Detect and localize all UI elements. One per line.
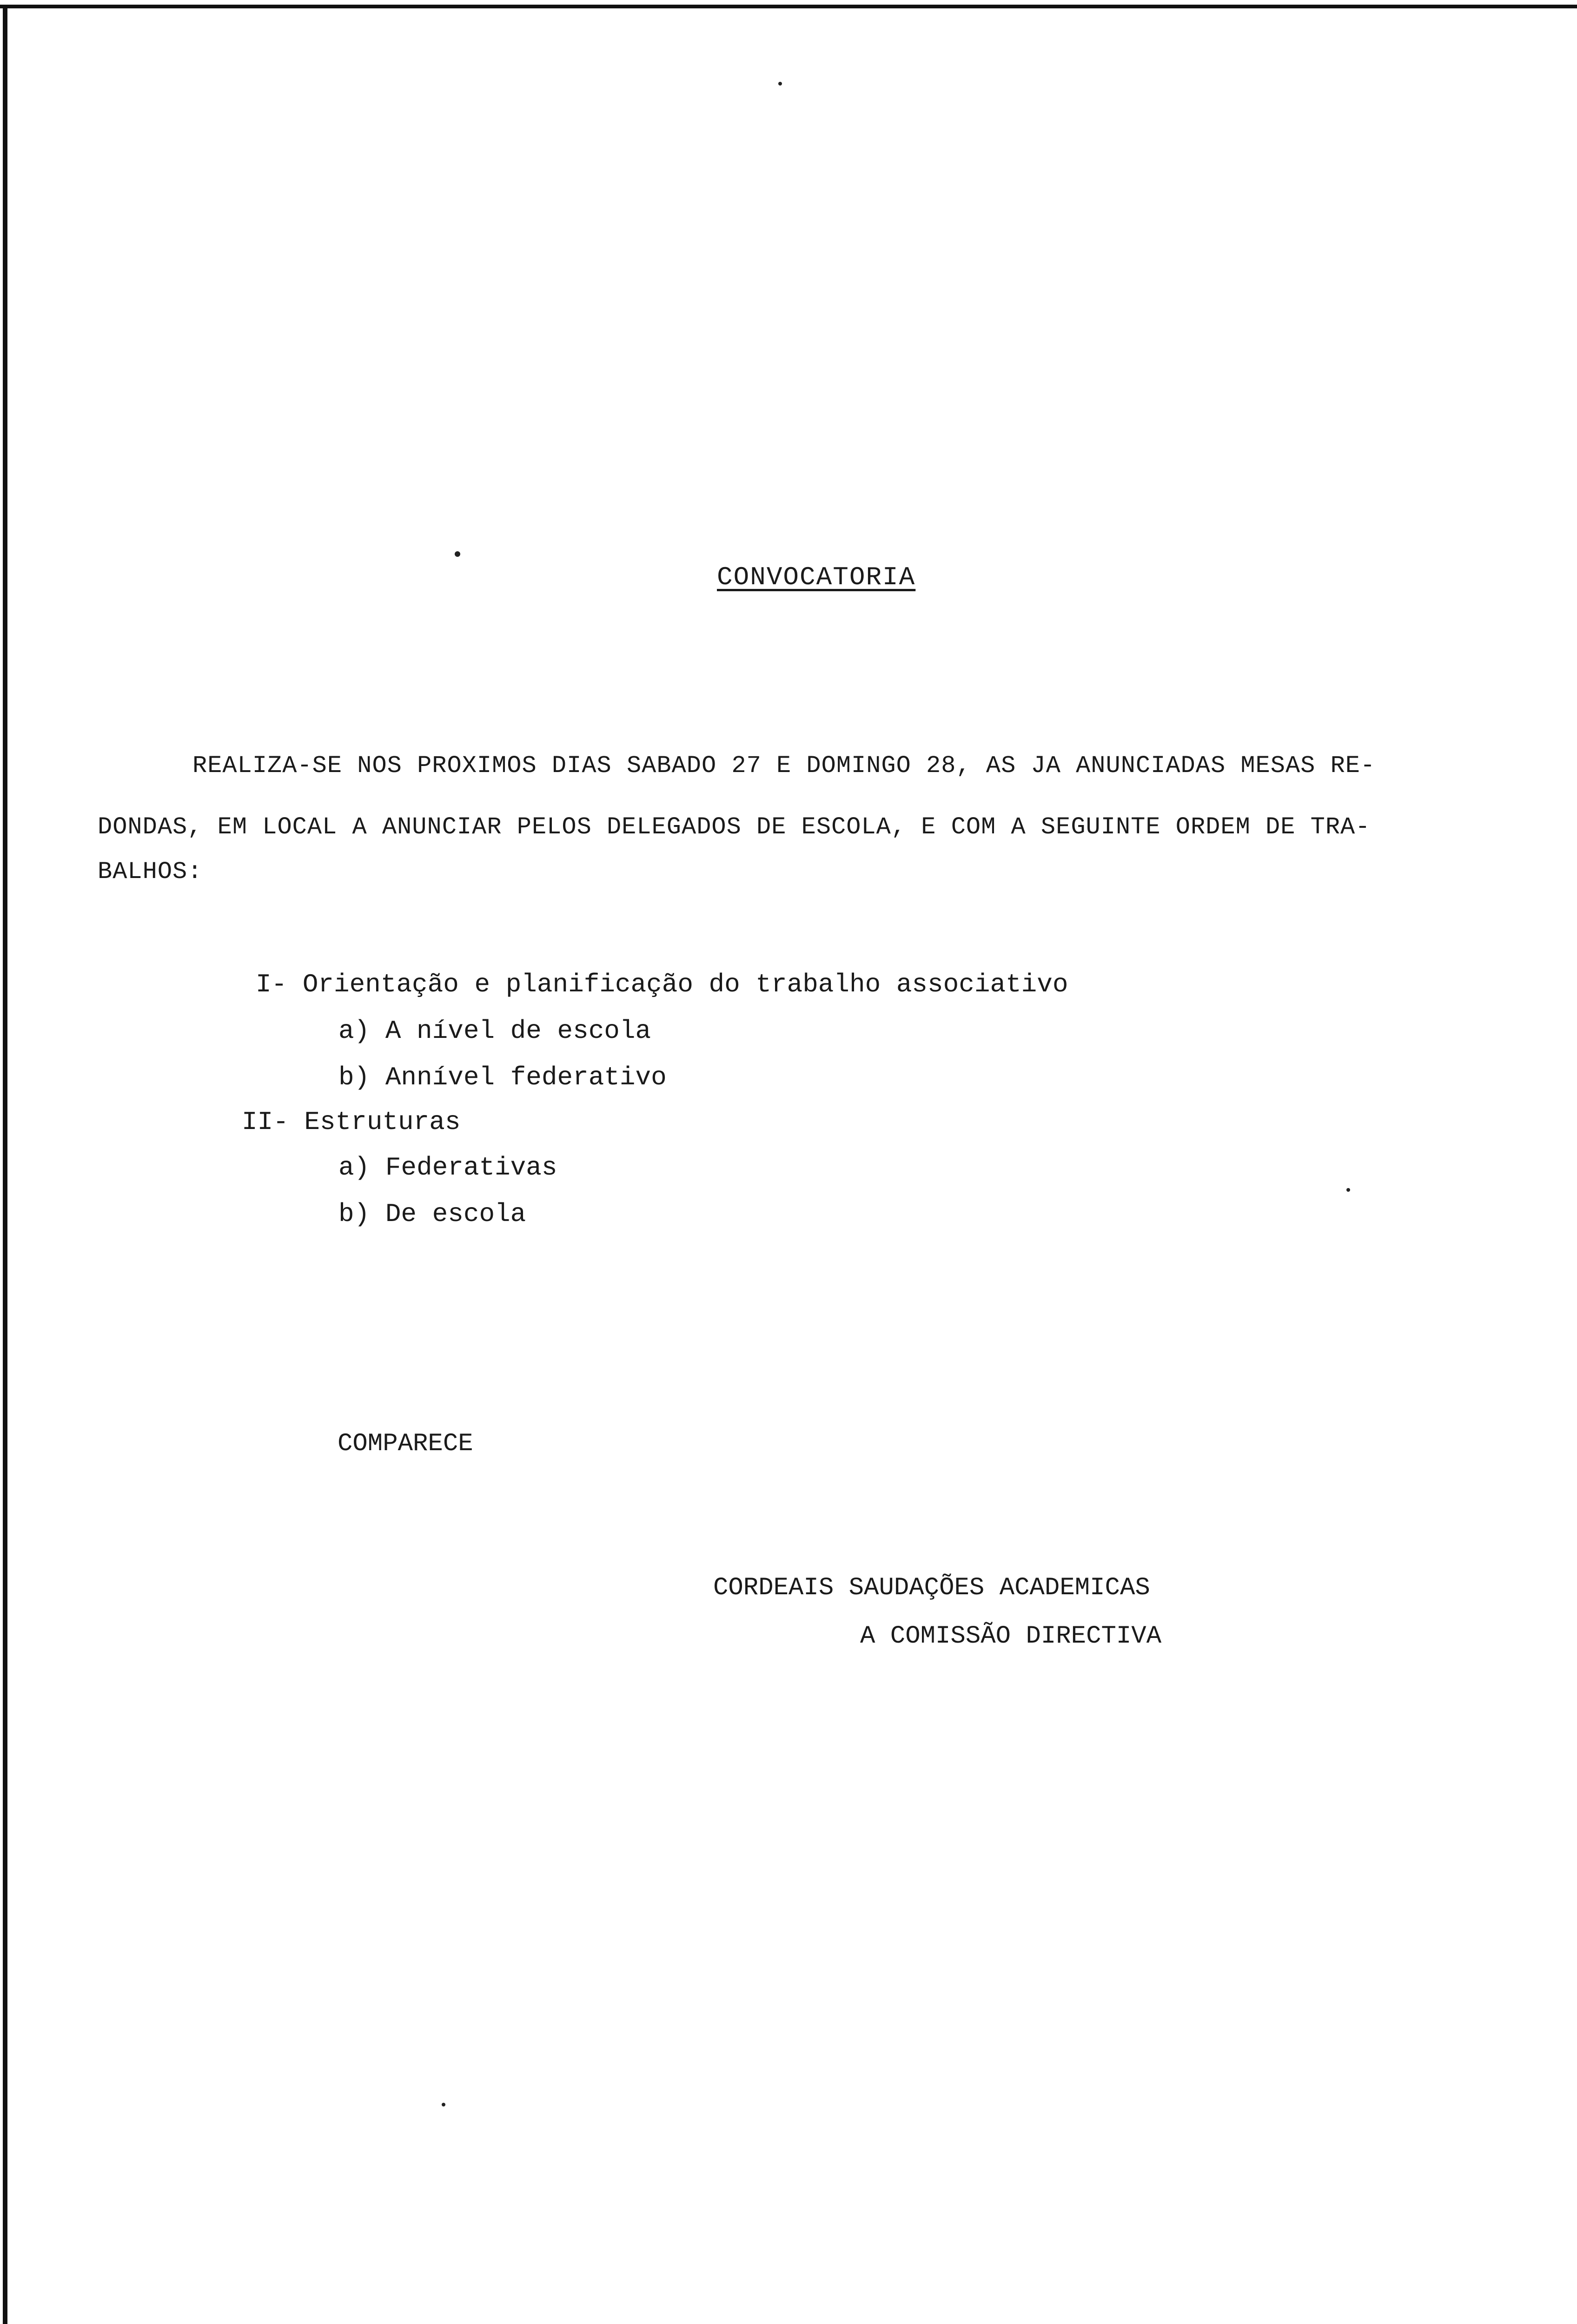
paragraph-line: BALHOS: [98,858,203,885]
paragraph-line: REALIZA-SE NOS PROXIMOS DIAS SABADO 27 E DOMINGO 28, AS JA ANUNCIADAS MESAS RE- [192,752,1376,779]
agenda-subitem: b) Annível federativo [338,1063,667,1092]
agenda-item: II- Estruturas [242,1107,461,1137]
speck-mark [455,551,460,557]
call-to-attend: COMPARECE [338,1430,473,1458]
scan-border-left [3,5,7,2324]
paragraph-line: DONDAS, EM LOCAL A ANUNCIAR PELOS DELEGADOS DE ESCOLA, E COM A SEGUINTE ORDEM DE TRA- [98,813,1371,841]
signature: A COMISSÃO DIRECTIVA [860,1622,1162,1651]
greeting: CORDEAIS SAUDAÇÕES ACADEMICAS [713,1574,1150,1602]
document-title: CONVOCATORIA [717,562,916,592]
agenda-subitem: a) Federativas [338,1153,557,1182]
agenda-item: I- Orientação e planificação do trabalho associativo [256,970,1068,999]
agenda-subitem: b) De escola [338,1199,526,1229]
agenda-subitem: a) A nível de escola [338,1016,651,1046]
speck-mark [442,2103,445,2106]
speck-mark [1346,1188,1350,1192]
scan-border-top [0,5,1577,8]
speck-mark [778,82,782,86]
